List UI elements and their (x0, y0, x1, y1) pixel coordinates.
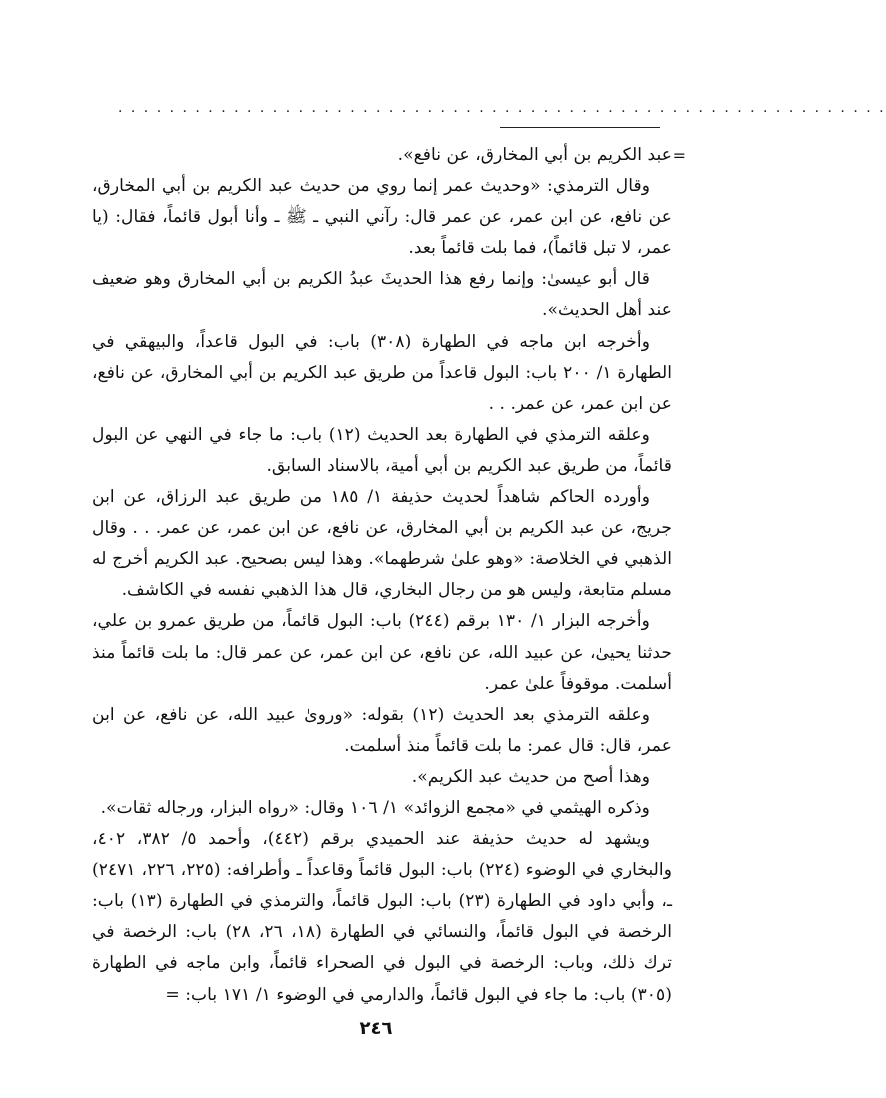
paragraph: قال أبو عيسىٰ: وإنما رفع هذا الحديثَ عبدُ الكريم بن أبي المخارق وهو ضعيف عند أهل الحديث». (92, 269, 672, 321)
footnote-body (92, 140, 686, 1011)
paragraph: وهذا أصح من حديث عبد الكريم». (411, 766, 650, 787)
paragraph: وعلقه الترمذي بعد الحديث (١٢) بقوله: «ورویٰ عبيد الله، عن نافع، عن ابن عمر، قال: قال عمر: ما بلت قائماً منذ أسلمت. (92, 704, 672, 756)
footnote-rule (500, 127, 660, 128)
dotted-separator: · · · · · · · · · · · · · · · · · · · · · · · · · · · · · · · · · · · · · · · · · · · · · · · · · · · · · · · · · · · · (118, 104, 886, 120)
continuation-mark: = (672, 146, 686, 165)
paragraph: وقال الترمذي: «وحديث عمر إنما روي من حديث عبد الكريم بن أبي المخارق، عن نافع، عن ابن عمر، عن عمر قال: رآني النبي ـ ﷺ ـ وأنا أبول قائماً، فقال: (يا عمر، لا تبل قائماً)، فما بلت قائماً بعد. (92, 176, 672, 259)
paragraph: وأخرجه البزار ١/ ١٣٠ برقم (٢٤٤) باب: البول قائماً، من طريق عمرو بن علي، حدثنا يحيىٰ، عن عبيد الله، عن نافع، عن ابن عمر، عن عمر قال: ما بلت قائماً منذ أسلمت. موقوفاً علىٰ عمر. (92, 611, 672, 694)
paragraph: وأورده الحاكم شاهداً لحديث حذيفة ١/ ١٨٥ من طريق عبد الرزاق، عن ابن جريج، عن عبد الكريم بن أبي المخارق، عن نافع، عن ابن عمر، عن عمر. . . وقال الذهبي في الخلاصة: «وهو علىٰ شرطهما». وهذا ليس بصحيح. عبد الكريم أخرج له مسلم متابعة، وليس هو من رجال البخاري، قال هذا الذهبي نفسه في الكاشف. (92, 487, 672, 601)
paragraph: عبد الكريم بن أبي المخارق، عن نافع». (397, 145, 672, 165)
paragraph: وعلقه الترمذي في الطهارة بعد الحديث (١٢) باب: ما جاء في النهي عن البول قائماً، من طريق عبد الكريم بن أبي أمية، بالاسناد السابق. (92, 424, 672, 476)
paragraph: ويشهد له حديث حذيفة عند الحميدي برقم (٤٤٢)، وأحمد ٥/ ٣٨٢، ٤٠٢، والبخاري في الوضوء (٢٢٤) باب: البول قائماً وقاعداً ـ وأطرافه: (٢٢٥، ٢٢٦، ٢٤٧١) ـ، وأبي داود في الطهارة (٢٣) باب: البول قائماً، والترمذي في الطهارة (١٣) باب: الرخصة في البول قائماً، والنسائي في الطهارة (١٨، ٢٦، ٢٨) باب: الرخصة في ترك ذلك، وباب: الرخصة في البول في الصحراء قائماً، وابن ماجه في الطهارة (٣٠٥) باب: ما جاء في البول قائماً، والدارمي في الوضوء ١/ ١٧١ باب: = (92, 829, 672, 1005)
page-number: ٢٤٦ (359, 1018, 393, 1039)
paragraph: وذكره الهيثمي في «مجمع الزوائد» ١/ ١٠٦ وقال: «رواه البزار، ورجاله ثقات». (100, 797, 650, 818)
paragraph: وأخرجه ابن ماجه في الطهارة (٣٠٨) باب: في البول قاعداً، والبيهقي في الطهارة ١/ ٢٠٠ باب: البول قاعداً من طريق عبد الكريم بن أبي المخارق، عن نافع، عن ابن عمر، عن عمر. . . (92, 331, 672, 414)
